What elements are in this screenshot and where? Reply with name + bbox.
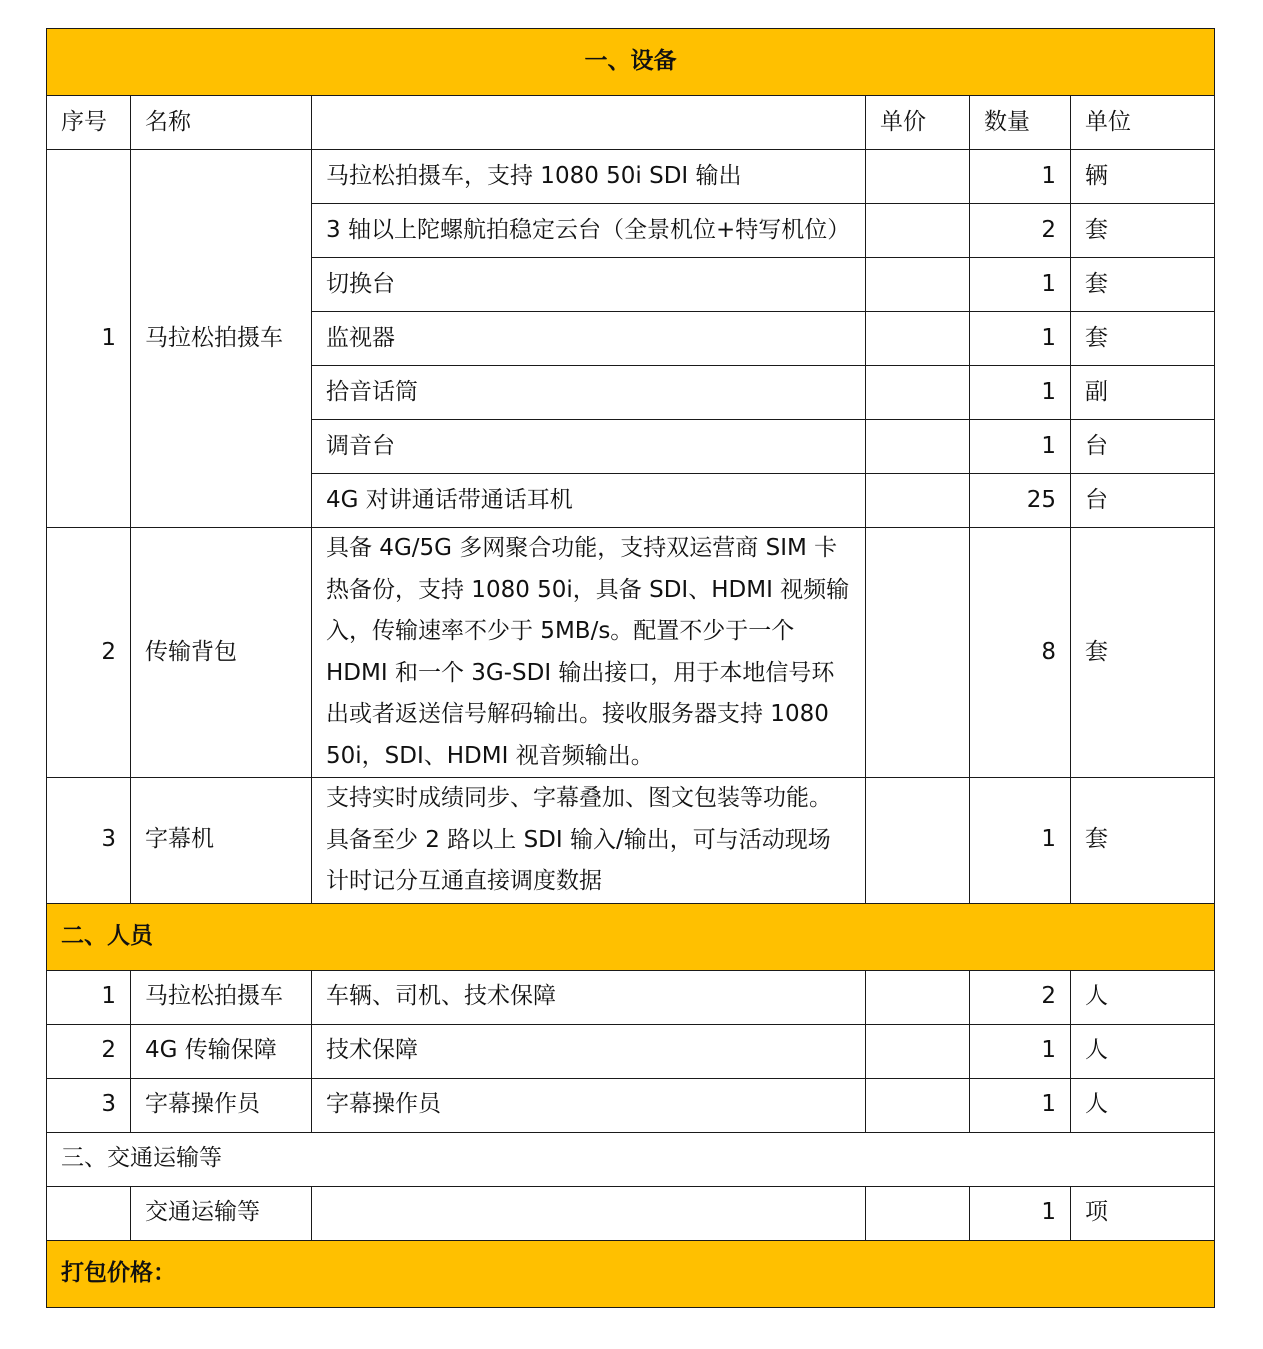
item-unit: 人 <box>1071 970 1215 1024</box>
item-unit-price <box>866 1186 970 1240</box>
item-unit: 台 <box>1071 420 1215 474</box>
item-unit: 台 <box>1071 474 1215 528</box>
item-unit: 套 <box>1071 204 1215 258</box>
item-unit-price <box>866 970 970 1024</box>
item-description: 具备 4G/5G 多网聚合功能，支持双运营商 SIM 卡热备份，支持 1080 50i，具备 SDI、HDMI 视频输入，传输速率不少于 5MB/s。配置不少于一个HDMI 和一个 3G-SDI 输出接口，用于本地信号环出或者返送信号解码输出。接收服务器支持 1080 50i，SDI、HDMI 视音频输出。 <box>312 528 866 778</box>
item-quantity: 1 <box>970 1078 1071 1132</box>
item-index: 1 <box>47 970 131 1024</box>
item-quantity: 1 <box>970 258 1071 312</box>
item-unit-price <box>866 366 970 420</box>
item-unit: 副 <box>1071 366 1215 420</box>
header-quantity: 数量 <box>970 96 1071 150</box>
item-unit: 套 <box>1071 312 1215 366</box>
item-description: 3 轴以上陀螺航拍稳定云台（全景机位+特写机位） <box>312 204 866 258</box>
item-name: 4G 传输保障 <box>131 1024 312 1078</box>
item-name: 交通运输等 <box>131 1186 312 1240</box>
table-row <box>47 528 1215 778</box>
item-description: 字幕操作员 <box>312 1078 866 1132</box>
item-index: 3 <box>47 778 131 904</box>
section-personnel-title: 二、人员 <box>47 903 1215 970</box>
item-quantity: 1 <box>970 312 1071 366</box>
header-name: 名称 <box>131 96 312 150</box>
item-unit-price <box>866 528 970 778</box>
table-row <box>47 778 1215 904</box>
item-name: 字幕机 <box>131 778 312 904</box>
item-index: 1 <box>47 150 131 528</box>
item-unit-price <box>866 778 970 904</box>
item-name: 传输背包 <box>131 528 312 778</box>
item-description: 马拉松拍摄车，支持 1080 50i SDI 输出 <box>312 150 866 204</box>
item-unit-price <box>866 474 970 528</box>
item-unit: 项 <box>1071 1186 1215 1240</box>
package-price-row <box>47 1240 1215 1307</box>
item-quantity: 2 <box>970 970 1071 1024</box>
item-unit: 辆 <box>1071 150 1215 204</box>
item-quantity: 1 <box>970 1024 1071 1078</box>
item-unit-price <box>866 1078 970 1132</box>
section-equipment-title: 一、设备 <box>47 29 1215 96</box>
item-unit: 套 <box>1071 528 1215 778</box>
item-quantity: 1 <box>970 778 1071 904</box>
item-unit-price <box>866 150 970 204</box>
table-row <box>47 1078 1215 1132</box>
item-description: 4G 对讲通话带通话耳机 <box>312 474 866 528</box>
item-name: 马拉松拍摄车 <box>131 150 312 528</box>
item-index <box>47 1186 131 1240</box>
item-index: 2 <box>47 528 131 778</box>
item-unit-price <box>866 312 970 366</box>
item-quantity: 2 <box>970 204 1071 258</box>
header-unit: 单位 <box>1071 96 1215 150</box>
table-row <box>47 1024 1215 1078</box>
section-transport-title: 三、交通运输等 <box>47 1132 1215 1186</box>
item-quantity: 1 <box>970 366 1071 420</box>
item-unit: 套 <box>1071 778 1215 904</box>
item-description: 切换台 <box>312 258 866 312</box>
item-name: 字幕操作员 <box>131 1078 312 1132</box>
item-quantity: 1 <box>970 420 1071 474</box>
item-quantity: 1 <box>970 1186 1071 1240</box>
item-description: 监视器 <box>312 312 866 366</box>
item-index: 3 <box>47 1078 131 1132</box>
item-quantity: 1 <box>970 150 1071 204</box>
item-unit: 套 <box>1071 258 1215 312</box>
item-unit: 人 <box>1071 1078 1215 1132</box>
item-description: 支持实时成绩同步、字幕叠加、图文包装等功能。具备至少 2 路以上 SDI 输入/输出，可与活动现场计时记分互通直接调度数据 <box>312 778 866 904</box>
item-unit-price <box>866 258 970 312</box>
column-header-row <box>47 96 1215 150</box>
section-transport-header <box>47 1132 1215 1186</box>
item-description: 调音台 <box>312 420 866 474</box>
item-unit-price <box>866 1024 970 1078</box>
table-row <box>47 970 1215 1024</box>
item-quantity: 8 <box>970 528 1071 778</box>
quotation-table <box>46 28 1215 1308</box>
header-index: 序号 <box>47 96 131 150</box>
item-index: 2 <box>47 1024 131 1078</box>
item-unit: 人 <box>1071 1024 1215 1078</box>
table-row <box>47 1186 1215 1240</box>
item-unit-price <box>866 204 970 258</box>
item-description: 拾音话筒 <box>312 366 866 420</box>
item-name: 马拉松拍摄车 <box>131 970 312 1024</box>
item-unit-price <box>866 420 970 474</box>
section-equipment-header <box>47 29 1215 96</box>
section-personnel-header <box>47 903 1215 970</box>
item-description: 技术保障 <box>312 1024 866 1078</box>
item-description: 车辆、司机、技术保障 <box>312 970 866 1024</box>
item-quantity: 25 <box>970 474 1071 528</box>
header-description <box>312 96 866 150</box>
header-unit-price: 单价 <box>866 96 970 150</box>
item-description <box>312 1186 866 1240</box>
package-price-label: 打包价格： <box>47 1240 1215 1307</box>
table-row <box>47 150 1215 204</box>
